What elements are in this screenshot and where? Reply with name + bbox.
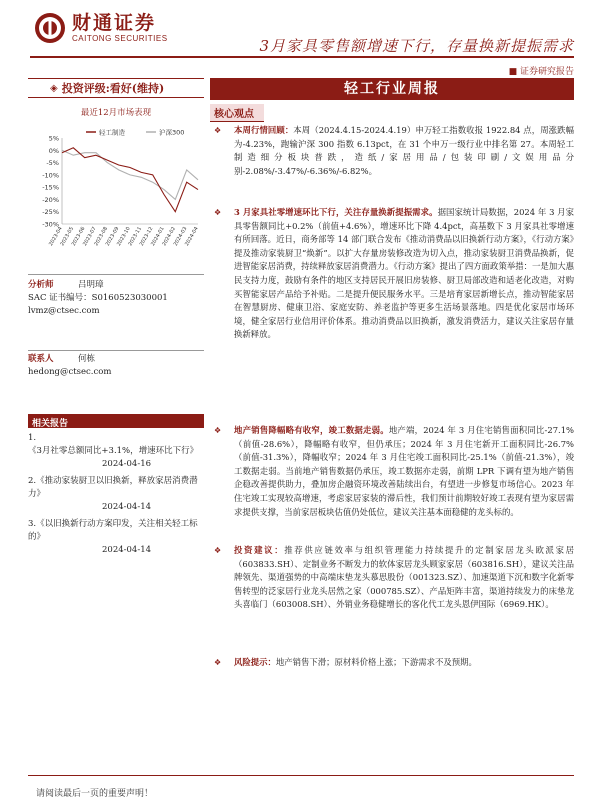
related-report-num: 1. xyxy=(28,433,37,443)
x-tick-label: 2024-03 xyxy=(172,226,189,248)
left-sidebar xyxy=(28,78,204,264)
paragraph-text: 推荐供应链效率与组织管理能力持续提升的定制家居龙头欧派家居（603833.SH）、定制业务不断发力的软体家居龙头顾家家居（603816.SH），建议关注品牌领先、渠道强势的中高端床垫龙头慕思股份（001323.SZ）、加速渠道下沉和数字化新零售转型的泛家居行业龙头居然之家（000785.SZ）、产品矩阵丰富，渠道持续发力的床垫龙头喜临门（603008.SH）、外销业务稳健增长的客化代工龙头恩伊国际（6969.HK）。 xyxy=(234,545,575,610)
chart-svg xyxy=(28,124,204,264)
market-performance-chart xyxy=(28,124,204,264)
paragraph-text: 地产端，2024 年 3 月住宅销售面积同比-27.1%（前值-28.6%），降幅略有收窄，但仍承压；2024 年 3 月住宅新开工面积同比-26.7%（前值-31.3%），降幅收窄；2024 年 3 月住宅竣工面积同比-25.1%（前值-21.3%），竣工数据走弱。当前地产销售数据仍承压，竣工数据亦走弱，前期 LPR 下调有望为地产销售企稳改善提供助力，叠加房企融资环境改善陆续出台，有望进一步修复市场信心。2023 年住宅竣工实现较高增速，考虑家居家装的滞后性，我们预计前期较好竣工表现有望为家居需求提供支撑，当前家居板块估值仍处低位，建议关注基本面稳健的龙头标的。 xyxy=(234,425,574,517)
risk-warning-paragraph xyxy=(214,656,574,670)
report-type-text: 证券研究报告 xyxy=(519,67,574,77)
y-tick-label: -5% xyxy=(46,159,59,168)
report-type-label: ■ 证券研究报告 xyxy=(508,67,574,77)
related-report-item[interactable] xyxy=(28,432,204,471)
related-report-item[interactable] xyxy=(28,518,204,557)
header-divider xyxy=(30,56,574,58)
x-tick-label: 2023-12 xyxy=(138,226,155,248)
sector-title-bar: 轻工行业周报 xyxy=(210,78,574,100)
related-report-title: 《推动家装厨卫以旧换新，释放家居消费潜力》 xyxy=(28,476,198,499)
company-logo xyxy=(34,8,194,48)
x-tick-label: 2024-01 xyxy=(150,226,166,248)
related-report-title: 《3月社零总额同比+3.1%，增速环比下行》 xyxy=(28,446,199,456)
x-tick-label: 2023-04 xyxy=(48,226,64,248)
x-tick-label: 2023-11 xyxy=(127,226,144,248)
diamond-bullet-icon: ❖ xyxy=(214,126,222,135)
series-line xyxy=(62,148,198,212)
x-tick-label: 2024-04 xyxy=(184,226,200,248)
x-tick-label: 2023-09 xyxy=(104,226,121,248)
y-tick-label: -25% xyxy=(42,208,59,217)
footer-disclaimer: 请阅读最后一页的重要声明！ xyxy=(36,789,154,799)
legend-label: 沪深300 xyxy=(159,128,185,137)
diamond-bullet-icon: ❖ xyxy=(214,546,222,555)
contact-block xyxy=(28,350,204,379)
analyst-email[interactable]: lvmz@ctsec.com xyxy=(28,306,100,316)
analyst-role-label: 分析师 xyxy=(28,280,54,290)
y-tick-label: -15% xyxy=(42,183,59,192)
rating-text: 投资评级:看好(维持) xyxy=(61,82,165,95)
weekly-review-paragraph xyxy=(214,124,574,178)
y-tick-label: 5% xyxy=(48,134,59,143)
y-tick-label: -30% xyxy=(42,220,59,229)
rating-marker-icon: ◈ xyxy=(50,82,58,94)
paragraph-lead: 风险提示： xyxy=(234,657,276,667)
x-tick-label: 2023-10 xyxy=(116,226,132,248)
furniture-retail-paragraph xyxy=(214,206,574,342)
y-tick-label: -10% xyxy=(42,171,59,180)
analyst-cert: SAC 证书编号：S0160523030001 xyxy=(28,293,168,303)
paragraph-lead: 3 月家具社零增速环比下行，关注存量换新提振需求。 xyxy=(234,207,438,217)
real-estate-paragraph xyxy=(214,424,574,519)
x-tick-label: 2024-02 xyxy=(161,226,178,248)
diamond-bullet-icon: ❖ xyxy=(214,208,222,217)
logo-chinese-name: 财通证券 xyxy=(72,12,157,34)
analyst-block xyxy=(28,274,204,318)
related-report-date: 2024-04-16 xyxy=(102,459,152,469)
related-report-date: 2024-04-14 xyxy=(102,545,152,555)
x-tick-label: 2023-05 xyxy=(59,226,76,248)
analyst-name: 吕明璋 xyxy=(78,280,104,290)
main-content-header xyxy=(210,78,574,122)
paragraph-text: 据国家统计局数据，2024 年 3 月家具零售额同比+0.2%（前值+4.6%），增速环比下降 4.4pct，高基数下 3 月家具社零增速有所回落。近日，商务部等 14 部门联合发布《推动消费品以旧换新行动方案》，《行动方案》提及推动家装厨卫“焕新”。以扩大存量房装修改造为切入点，推动家装厨卫消费品换新，促进智能家居消费，持续释放家居消费潜力。《行动方案》提出了四方面政策举措：一是加大惠民支持力度，鼓励有条件的地区支持居民开展旧房装修、厨卫局部改造和适老化改造，对购买智能家居产品给予补贴。二是提升便民服务水平。三是培育家居新增长点，推动智能家居在智慧厨房、健康卫浴、家庭安防、养老监护等更多生活场景落地。四是优化家居市场环境，健全家居行业信用评价体系。推动消费品以旧换新，激发消费活力，建议关注家居存量换新释放。 xyxy=(234,207,574,340)
y-tick-label: 0% xyxy=(48,146,59,155)
related-report-num: 2. xyxy=(28,476,37,486)
investment-advice-paragraph xyxy=(214,544,574,612)
footer-divider xyxy=(28,775,574,776)
contact-name: 何栋 xyxy=(78,354,96,364)
related-report-date: 2024-04-14 xyxy=(102,502,152,512)
investment-rating xyxy=(28,78,204,98)
paragraph-lead: 地产销售降幅略有收窄，竣工数据走弱。 xyxy=(234,425,389,435)
related-reports xyxy=(28,414,204,557)
report-title: 3月家具零售额增速下行，存量换新提振需求 xyxy=(259,37,574,55)
related-report-title: 《以旧换新行动方案印发，关注相关轻工标的》 xyxy=(28,519,198,542)
y-tick-label: -20% xyxy=(42,195,59,204)
report-header xyxy=(0,0,600,78)
x-tick-label: 2023-06 xyxy=(70,226,87,248)
contact-role-label: 联系人 xyxy=(28,354,54,364)
contact-email[interactable]: hedong@ctsec.com xyxy=(28,367,112,377)
core-viewpoint-label: 核心观点 xyxy=(210,104,264,122)
paragraph-lead: 本周行情回顾： xyxy=(234,125,294,135)
related-report-item[interactable] xyxy=(28,475,204,514)
paragraph-text: 本周（2024.4.15-2024.4.19）申万轻工指数收报 1922.84 点，周涨跌幅为-4.23%，跑输沪深 300 指数 6.13pct，在 31 个申万一级行业中排名第 27。本周轻工制造细分板块普跌，造纸/家居用品/包装印刷/文娱用品分别-2.08%/-3.47%/-6.36%/-6.82%。 xyxy=(234,125,574,176)
series-line xyxy=(62,150,198,199)
paragraph-lead: 投资建议： xyxy=(234,545,285,555)
legend-label: 轻工制造 xyxy=(99,128,125,137)
related-report-num: 3. xyxy=(28,519,37,529)
x-tick-label: 2023-08 xyxy=(93,226,110,248)
related-reports-heading: 相关报告 xyxy=(28,414,204,428)
x-tick-label: 2023-07 xyxy=(82,226,98,248)
chart-caption: 最近12月市场表现 xyxy=(80,108,152,118)
logo-english-name: CAITONG SECURITIES xyxy=(72,34,168,43)
paragraph-text: 地产销售下滑；原材料价格上涨；下游需求不及预期。 xyxy=(275,657,477,667)
diamond-bullet-icon: ❖ xyxy=(214,426,222,435)
diamond-bullet-icon: ❖ xyxy=(214,658,222,667)
caitong-logo-icon xyxy=(34,12,66,44)
